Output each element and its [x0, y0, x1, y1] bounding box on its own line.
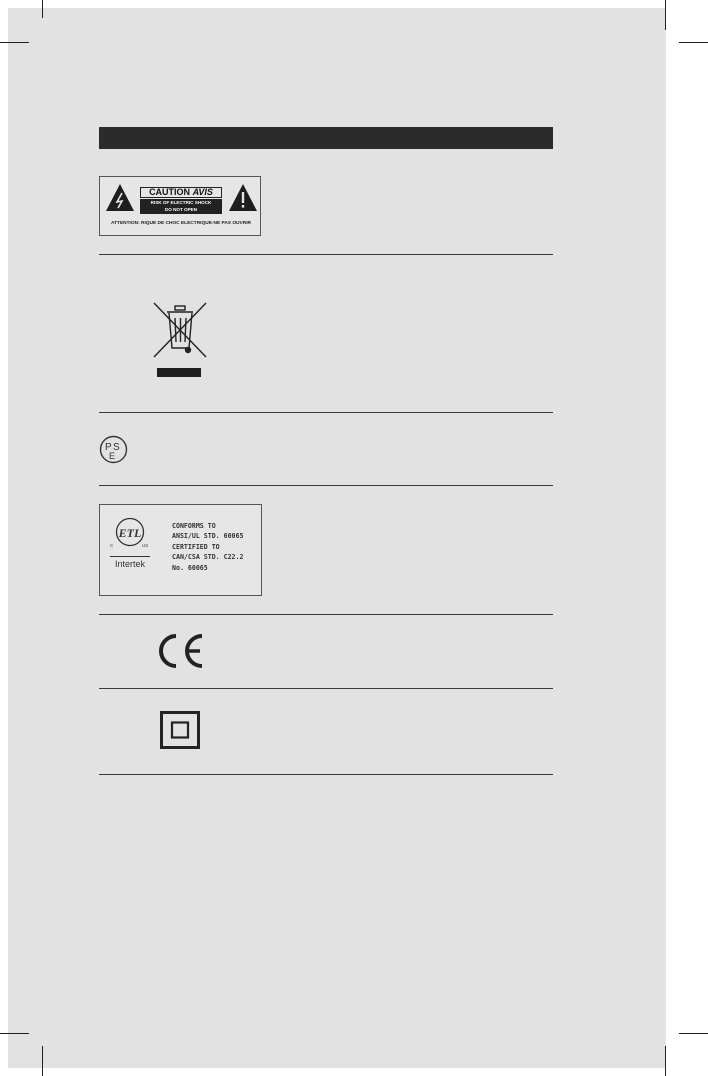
crop-mark — [0, 42, 29, 43]
lightning-triangle-icon — [105, 183, 135, 212]
etl-c-label: C — [110, 543, 114, 548]
etl-line: No. 60065 — [172, 563, 208, 572]
svg-text:ETL: ETL — [118, 526, 142, 540]
pse-letter-s: S — [113, 442, 120, 453]
divider — [99, 254, 553, 255]
crop-mark — [679, 42, 708, 43]
caution-line-2: DO NOT OPEN — [164, 207, 198, 212]
etl-line: CAN/CSA STD. C22.2 — [172, 553, 244, 562]
etl-listed-icon — [115, 517, 145, 547]
etl-certification-box — [99, 504, 262, 596]
caution-attention-text: ATTENTION: RIQUE DE CHOC ELECTRIQUE-NE PAS OUVRIR — [110, 221, 251, 226]
pse-icon — [99, 435, 128, 464]
divider — [99, 774, 553, 775]
divider — [99, 485, 553, 486]
etl-line: CONFORMS TO — [172, 522, 216, 530]
ce-mark-icon — [154, 632, 206, 670]
etl-rule — [110, 556, 150, 557]
etl-line: ANSI/UL STD. 60065 — [172, 532, 244, 541]
exclamation-triangle-icon — [228, 183, 258, 212]
crop-mark — [42, 0, 43, 18]
crossed-bin-icon — [153, 302, 207, 358]
section-header-bar — [99, 127, 553, 149]
divider — [99, 614, 553, 615]
caution-line-1: RISK OF ELECTRIC SHOCK — [150, 200, 212, 205]
weee-bar — [157, 368, 201, 377]
etl-us-label: US — [142, 543, 149, 548]
divider — [99, 688, 553, 689]
etl-certification-text — [172, 521, 243, 573]
caution-label — [99, 176, 261, 236]
double-square-icon — [160, 711, 200, 749]
crop-mark — [0, 1033, 29, 1034]
crop-mark — [665, 0, 666, 30]
crop-mark — [665, 1046, 666, 1076]
caution-warning-box — [140, 199, 222, 214]
caution-title: CAUTION AVIS — [140, 187, 222, 198]
pse-letter-p: P — [105, 442, 112, 453]
intertek-brand: Intertek — [114, 559, 145, 569]
divider — [99, 412, 553, 413]
crop-mark — [42, 1046, 43, 1076]
pse-letter-e: E — [109, 451, 116, 461]
crop-mark — [679, 1033, 708, 1034]
etl-line: CERTIFIED TO — [172, 542, 220, 551]
